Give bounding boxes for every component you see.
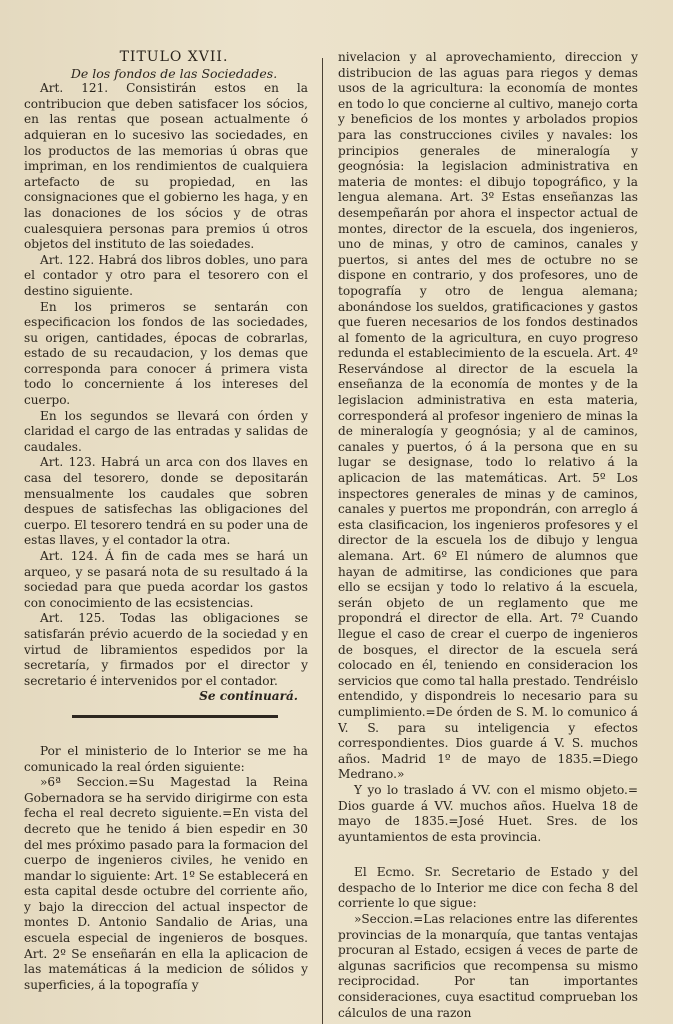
secretary-intro: El Ecmo. Sr. Secretario de Estado y del despacho de lo Interior me dice con fecha 8 del corriente lo que sigue: (338, 865, 638, 911)
article-123: Art. 123. Habrá un arca con dos llaves en casa del tesorero, donde se depositarán mensualmente los caudales que sobren despues de satisfechas las obligaciones del cuerpo. El tesorero tendrá en su poder una de estas llaves, y el contador la otra. (24, 455, 308, 548)
continued-note: Se continuará. (199, 689, 298, 704)
royal-decree-start: »6ª Seccion.=Su Magestad la Reina Gobernadora se ha servido dirigirme con esta fecha el real decreto siguiente.=En vista del decreto que he tenido á bien espedir en 30 del mes próximo pasado para la formacion del cuerpo de ingenieros civiles, he venido en mandar lo siguiente: Art. 1º Se establecerá en esta capital desde octubre del corriente año, y bajo la direccion del actual inspector de montes D. Antonio Sandalio de Arias, una escuela especial de ingenieros de bosques. Art. 2º Se enseñarán en ella la aplicacion de las matemáticas á la medicion de sólidos y superficies, á la topografía y (24, 775, 308, 992)
article-121: Art. 121. Consistirán estos en la contribucion que deben satisfacer los sócios, en las rentas que posean actualmente ó adquieran en lo sucesivo las sociedades, en los productos de las memorias ú obras que impriman, en los rendimientos de cualquiera artefacto de su propiedad, en las consignaciones que el gobierno les haga, y en las donaciones de los sócios y de otras cualesquiera personas para premios ú otros objetos del instituto de las soiedades. (24, 81, 308, 252)
ministry-intro: Por el ministerio de lo Interior se me ha comunicado la real órden siguiente: (24, 743, 308, 774)
right-column (338, 50, 638, 1024)
royal-decree-continuation: nivelacion y al aprovechamiento, direccion y distribucion de las aguas para riegos y demas usos de la agricultura: la economía de montes en todo lo que concierne al cultivo, manejo corta y beneficios de los montes y arbolados propios para las construcciones civiles y navales: los principios generales de mineralogía y geognósia: la legislacion administrativa en materia de montes: el dibujo topográfico, y la lengua alemana. Art. 3º Estas enseñanzas las desempeñarán por ahora el inspector actual de montes, director de la escuela, dos ingenieros, uno de minas, y otro de caminos, canales y puertos, si antes del mes de octubre no se dispone en contrario, y dos profesores, uno de topografía y otro de lengua alemana; abonándose los sueldos, gratificaciones y gastos que fueren necesarios de los fondos destinados al fomento de la agricultura, en cuyo progreso redunda el establecimiento de la escuela. Art. 4º Reservándose al director de la escuela la enseñanza de la economía de montes y de la legislacion administrativa en esta materia, corresponderá al profesor ingeniero de minas la de mineralogía y geognósia; y al de caminos, canales y puertos, ó á la persona que en su lugar se designase, todo lo relativo á la aplicacion de las matemáticas. Art. 5º Los inspectores generales de minas y de caminos, canales y puertos me propondrán, con arreglo á esta clasificacion, los ingenieros profesores y el director de la escuela los de dibujo y lengua alemana. Art. 6º El número de alumnos que hayan de admitirse, las condiciones que para ello se ecsijan y todo lo relativo á la escuela, serán objeto de un reglamento que me propondrá el director de ella. Art. 7º Cuando llegue el caso de crear el cuerpo de ingenieros de bosques, el director de la escuela será colocado en él, teniendo en consideracion los servicios que como tal halla prestado. Tendréislo entendido, y dispondreis lo necesario para su cumplimiento.=De órden de S. M. lo comunico á V. S. para su inteligencia y efectos correspondientes. Dios guarde á V. S. muchos años. Madrid 1º de mayo de 1835.=Diego Medrano.» (338, 50, 638, 782)
spacer (338, 845, 638, 865)
article-122: Art. 122. Habrá dos libros dobles, uno para el contador y otro para el tesorero con el destino siguiente. (24, 252, 308, 298)
section-subtitle: De los fondos de las Sociedades. (70, 65, 278, 81)
article-124: Art. 124. Á fin de cada mes se hará un arqueo, y se pasará nota de su resultado á la sociedad para que pueda acordar los gastos con conocimiento de las ecsistencias. (24, 549, 308, 610)
traslado-paragraph: Y yo lo traslado á VV. con el mismo objeto.= Dios guarde á VV. muchos años. Huelva 18 de mayo de 1835.=José Huet. Sres. de los ayuntamientos de esta provincia. (338, 782, 638, 844)
paragraph-primeros: En los primeros se sentarán con especificacion los fondos de las sociedades, su origen, cantidades, épocas de cobrarlas, estado de su recaudacion, y los demas que corresponda para conocer á primera vista todo lo concerniente á los intereses del cuerpo. (24, 299, 308, 408)
article-125: Art. 125. Todas las obligaciones se satisfarán prévio acuerdo de la sociedad y en virtud de libramientos espedidos por la secretaría, y firmados por el director y secretario é intervenidos por el contador. (24, 611, 308, 688)
section-title: TÍTULO XVII. (119, 50, 229, 65)
paragraph-segundos: En los segundos se llevará con órden y claridad el cargo de las entradas y salidas de caudales. (24, 408, 308, 454)
left-column (24, 50, 308, 1024)
seccion-paragraph: »Seccion.=Las relaciones entre las diferentes provincias de la monarquía, que tantas ventajas procuran al Estado, ecsigen á veces de parte de algunas sacrificios que recompensa su mismo reciprocidad. Por tan importantes consideraciones, cuya esactitud comprueban los cálculos de una razon (338, 912, 638, 1020)
section-divider (72, 715, 278, 718)
column-divider (322, 58, 323, 1024)
